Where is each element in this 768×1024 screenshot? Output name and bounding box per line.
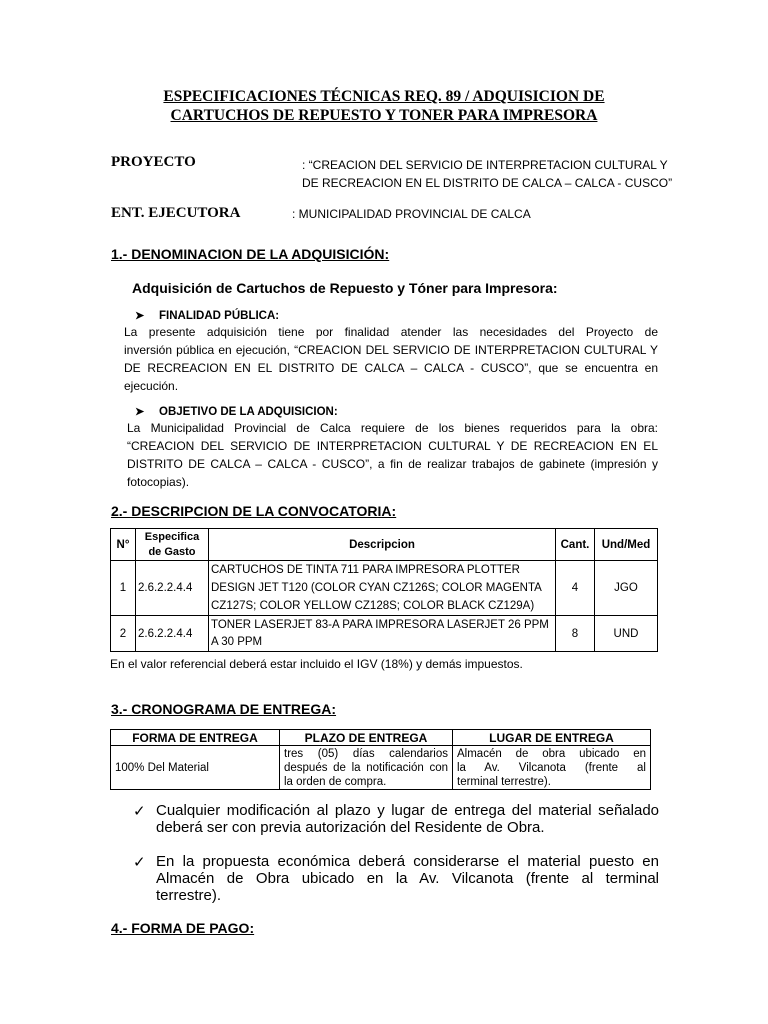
objetivo-paragraph xyxy=(127,419,658,491)
header-cant: Cant. xyxy=(556,529,595,561)
check-item-line: Almacén de Obra ubicado en la Av. Vilcanota (frente al terminal xyxy=(156,870,659,887)
check-item-line: En la propuesta económica deberá considerarse el material puesto en xyxy=(156,853,659,870)
arrow-bullet-icon: ➤ xyxy=(135,406,145,418)
objetivo-line: fotocopias). xyxy=(127,475,190,489)
document-title xyxy=(0,87,768,125)
finalidad-line: inversión pública en ejecución, “CREACION DEL SERVICIO DE INTERPRETACION CULTURAL Y xyxy=(124,343,658,357)
row-desc-line: CZ127S; COLOR YELLOW CZ128S; COLOR BLACK CZ129A) xyxy=(211,600,535,612)
row-und: UND xyxy=(595,616,658,652)
check-item-line: deberá ser con previa autorización del Residente de Obra. xyxy=(156,819,545,836)
bullet-objetivo-label: OBJETIVO DE LA ADQUISICION: xyxy=(159,406,338,418)
row-n: 2 xyxy=(111,616,136,652)
header-descripcion: Descripcion xyxy=(209,529,556,561)
header-n: N° xyxy=(111,529,136,561)
cell-plazo-line: la orden de compra. xyxy=(284,775,387,788)
table-row xyxy=(111,561,658,616)
title-line-1: ESPECIFICACIONES TÉCNICAS REQ. 89 / ADQUISICION DE xyxy=(163,88,605,105)
finalidad-line: DE RECREACION EN EL DISTRITO DE CALCA – CALCA - CUSCO”, que se encuentra en xyxy=(124,361,658,375)
row-gasto: 2.6.2.2.4.4 xyxy=(136,561,209,616)
table-header-row xyxy=(111,730,651,746)
cell-plazo-line: tres (05) días calendarios xyxy=(284,747,448,760)
arrow-bullet-icon: ➤ xyxy=(135,310,145,322)
cell-lugar-line: terminal terrestre). xyxy=(457,775,551,788)
bullet-objetivo xyxy=(135,405,338,418)
cell-lugar-line: la Av. Vilcanota (frente al xyxy=(457,761,646,774)
row-desc-line: TONER LASERJET 83-A PARA IMPRESORA LASERJET 26 PPM xyxy=(211,618,549,631)
row-desc xyxy=(209,561,556,616)
row-desc-line: A 30 PPM xyxy=(211,635,263,648)
row-und: JGO xyxy=(595,561,658,616)
row-cant: 4 xyxy=(556,561,595,616)
row-desc-line: DESIGN JET T120 (COLOR CYAN CZ126S; COLOR MAGENTA xyxy=(211,582,542,594)
bullet-finalidad-label: FINALIDAD PÚBLICA: xyxy=(159,310,280,322)
check-item-line: Cualquier modificación al plazo y lugar de entrega del material señalado xyxy=(156,802,659,819)
cell-plazo xyxy=(280,746,453,790)
row-desc-line: CARTUCHOS DE TINTA 711 PARA IMPRESORA PLOTTER xyxy=(211,564,520,576)
cell-lugar-line: Almacén de obra ubicado en xyxy=(457,747,646,760)
proyecto-label: PROYECTO xyxy=(111,154,196,170)
header-plazo: PLAZO DE ENTREGA xyxy=(280,730,453,746)
checkmark-icon: ✓ xyxy=(133,803,146,820)
check-item xyxy=(133,853,659,904)
ejecutora-value: : MUNICIPALIDAD PROVINCIAL DE CALCA xyxy=(292,207,531,221)
checkmark-icon: ✓ xyxy=(133,854,146,871)
table-row xyxy=(111,746,651,790)
check-item-text xyxy=(156,802,659,836)
proyecto-value xyxy=(302,156,672,192)
cell-lugar xyxy=(453,746,651,790)
finalidad-line: ejecución. xyxy=(124,379,179,393)
finalidad-line: La presente adquisición tiene por finalidad atender las necesidades del Proyecto de xyxy=(124,325,658,339)
objetivo-line: DISTRITO DE CALCA – CALCA - CUSCO”, a fin de realizar trabajos de gabinete (impresión y xyxy=(127,457,658,471)
objetivo-line: La Municipalidad Provincial de Calca requiere de los bienes requeridos para la obra: xyxy=(127,421,658,435)
header-gasto xyxy=(136,529,209,561)
cell-plazo-line: después de la notificación con xyxy=(284,761,448,774)
finalidad-paragraph xyxy=(124,323,658,395)
section-1-heading: 1.- DENOMINACION DE LA ADQUISICIÓN: xyxy=(111,246,390,262)
header-gasto-line-1: Especifica xyxy=(144,530,200,543)
section-4-heading: 4.- FORMA DE PAGO: xyxy=(111,920,255,936)
convocatoria-table xyxy=(110,528,658,652)
header-und: Und/Med xyxy=(595,529,658,561)
bullet-finalidad xyxy=(135,309,279,322)
title-line-2: CARTUCHOS DE REPUESTO Y TONER PARA IMPRESORA xyxy=(170,107,598,124)
check-item xyxy=(133,802,659,836)
objetivo-line: “CREACION DEL SERVICIO DE INTERPRETACION CULTURAL Y DE RECREACION EN EL xyxy=(127,439,658,453)
check-item-text xyxy=(156,853,659,904)
table-row xyxy=(111,616,658,652)
header-lugar: LUGAR DE ENTREGA xyxy=(453,730,651,746)
row-desc xyxy=(209,616,556,652)
header-forma: FORMA DE ENTREGA xyxy=(111,730,280,746)
section-3-heading: 3.- CRONOGRAMA DE ENTREGA: xyxy=(111,701,337,717)
section-2-heading: 2.- DESCRIPCION DE LA CONVOCATORIA: xyxy=(111,503,397,519)
proyecto-value-line-2: DE RECREACION EN EL DISTRITO DE CALCA – CALCA - CUSCO” xyxy=(302,176,673,190)
table-header-row xyxy=(111,529,658,561)
header-gasto-line-2: de Gasto xyxy=(148,545,196,558)
row-cant: 8 xyxy=(556,616,595,652)
proyecto-value-line-1: : “CREACION DEL SERVICIO DE INTERPRETACION CULTURAL Y xyxy=(302,158,668,172)
cell-forma: 100% Del Material xyxy=(111,746,280,790)
row-gasto: 2.6.2.2.4.4 xyxy=(136,616,209,652)
check-item-line: terrestre). xyxy=(156,887,222,904)
section-1-subheading: Adquisición de Cartuchos de Repuesto y Tóner para Impresora: xyxy=(132,280,558,296)
row-n: 1 xyxy=(111,561,136,616)
igv-note: En el valor referencial deberá estar incluido el IGV (18%) y demás impuestos. xyxy=(110,657,523,671)
ejecutora-label: ENT. EJECUTORA xyxy=(111,205,241,221)
cronograma-table xyxy=(110,729,651,790)
